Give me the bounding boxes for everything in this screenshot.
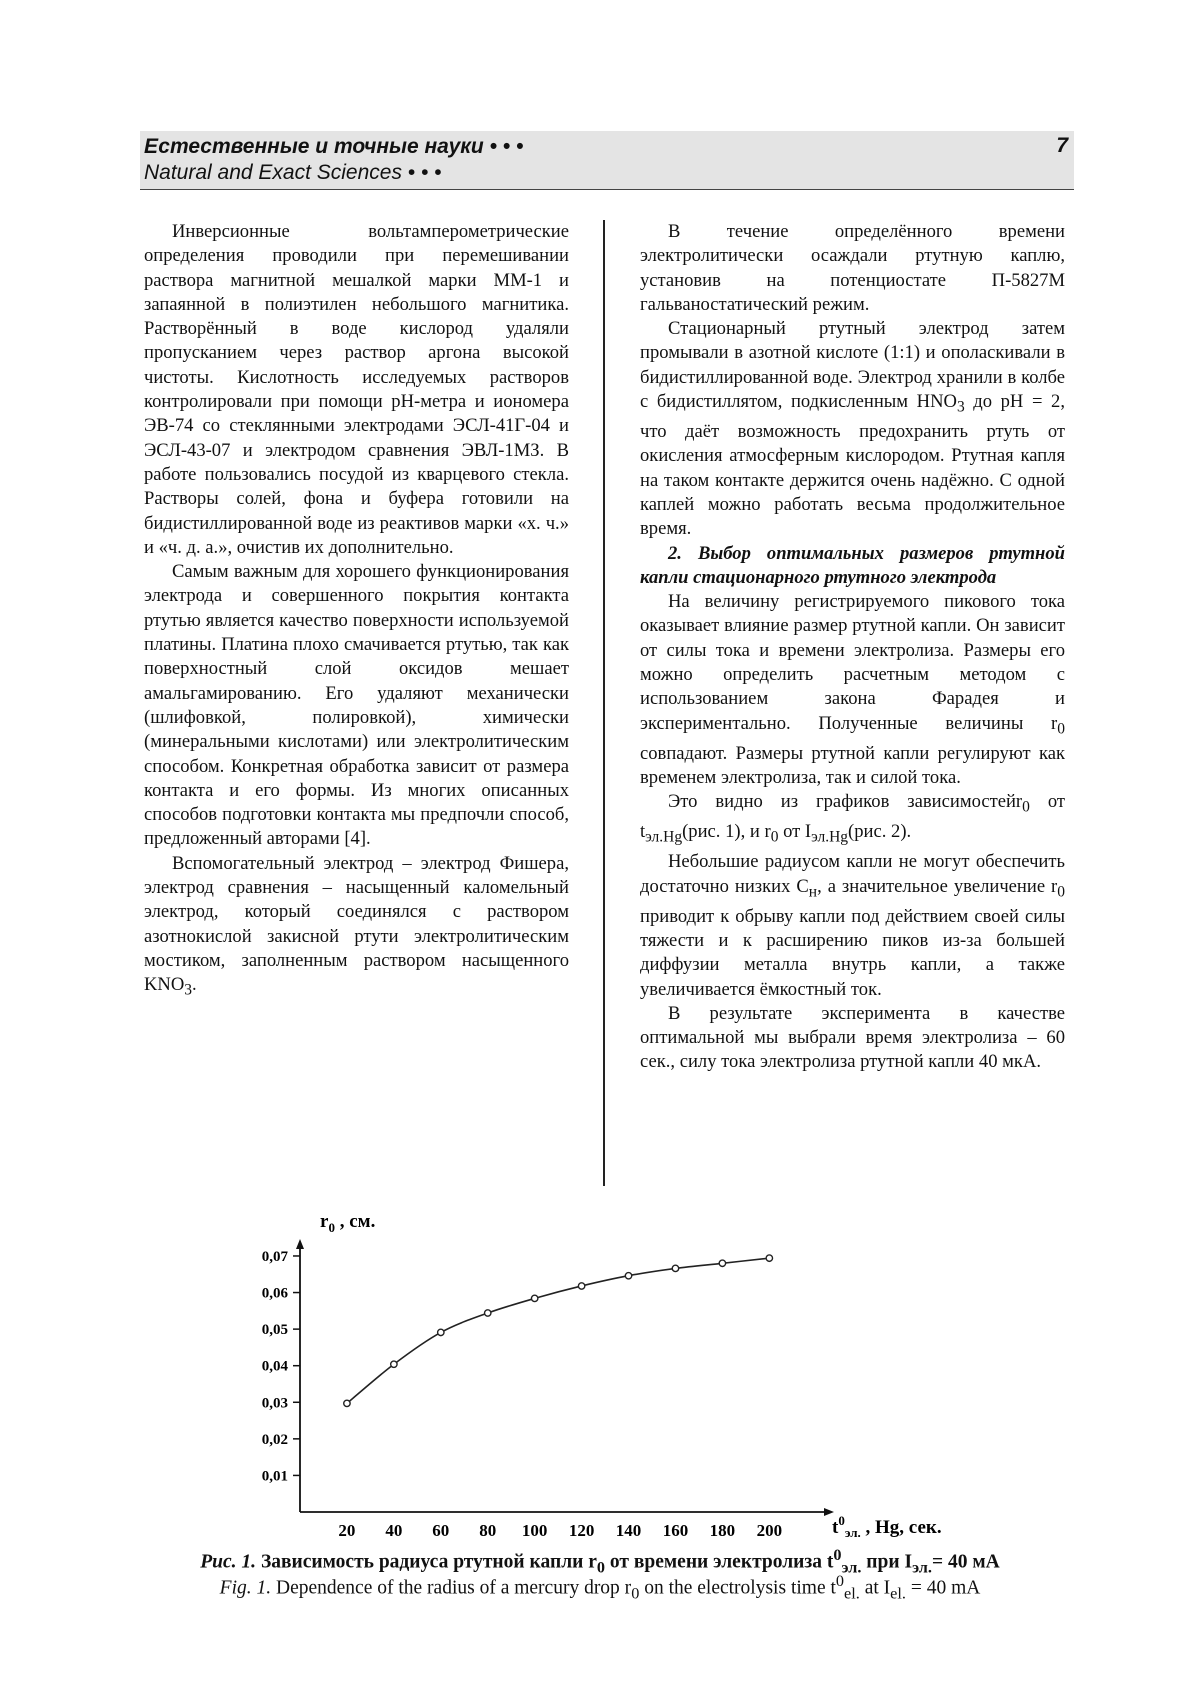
data-point	[531, 1295, 537, 1301]
data-point	[578, 1283, 584, 1289]
paragraph: Инверсионные вольтамперометрические определения проводили при перемешивании раствора магнитной мешалкой марки ММ-1 и запаянной в полиэтилен небольшого магнитика. Растворённый в воде кислород удаляли пропусканием через раствор аргона высокой чистоты. Кислотность исследуемых растворов контролировали при помощи pH-метра и иономера ЭВ-74 со стеклянными электродами ЭСЛ-41Г-04 и ЭСЛ-43-07 и электродом сравнения ЭВЛ-1МЗ. В работе пользовались посудой из кварцевого стекла. Растворы солей, фона и буфера готовили на бидистиллированной воде из реактивов марки «х. ч.» и «ч. д. а.», очистив их дополнительно.	[144, 221, 569, 558]
x-axis-arrow	[824, 1508, 834, 1516]
x-axis-label: $t^0_{эл.}$ , Hg, сек.	[832, 1513, 942, 1540]
paragraph: Небольшие радиусом капли не могут обеспечить достаточно низких $С_н$, а значительное увеличение $r_0$ приводит к обрыву капли под действием своей силы тяжести и к расширению пиков из-за большей диффузии металла внутрь капли, а также увеличивается ёмкостный ток.	[640, 851, 1065, 1000]
y-axis-label: $r_0$ , см.	[320, 1211, 376, 1235]
x-tick-label: 80	[479, 1521, 497, 1540]
y-tick-label: 0,05	[261, 1322, 288, 1339]
left-column	[144, 220, 569, 1003]
x-tick-label: 180	[709, 1521, 736, 1540]
data-point	[438, 1329, 444, 1335]
y-tick-label: 0,02	[261, 1431, 288, 1448]
fit-curve	[347, 1258, 769, 1403]
paragraph: В течение определённого времени электролитически осаждали ртутную каплю, установив на потенциостате П-5827М гальваностатический режим.	[640, 221, 1065, 315]
y-tick-label: 0,01	[261, 1468, 288, 1485]
x-tick-label: 60	[432, 1521, 450, 1540]
running-header	[140, 131, 1074, 190]
paragraph: Вспомогательный электрод – электрод Фишера, электрод сравнения – насыщенный каломельный электрод, который соединялся с раствором азотнокислой закисной ртути электролитическим мостиком, заполненным раствором насыщенного $KNO_3$.	[144, 852, 569, 999]
paragraph: На величину регистрируемого пикового тока оказывает влияние размер ртутной капли. Он зависит от силы тока и времени электролиза. Размеры его можно определить расчетным методом с использованием закона Фарадея и экспериментально. Полученные величины $r_0$ совпадают. Размеры ртутной капли регулируют как временем электролиза, так и силой тока.	[640, 591, 1065, 788]
journal-title-en: Natural and Exact Sciences • • •	[144, 161, 442, 184]
x-tick-label: 120	[568, 1521, 595, 1540]
x-tick-label: 160	[662, 1521, 689, 1540]
data-point	[766, 1255, 772, 1261]
paragraph: Стационарный ртутный электрод затем промывали в азотной кислоте (1:1) и ополаскивали в бидистиллированной воде. Электрод хранили в колбе с бидистиллятом, подкисленным $HNO_3$ до pH = 2, что даёт возможность предохранить ртуть от окисления атмосферным кислородом. Ртутная капля на таком контакте держится очень надёжно. С одной каплей можно работать весьма продолжительное время.	[640, 318, 1065, 540]
paragraph: Это видно из графиков зависимостейr$_0$ от $t_{эл.Hg}(рис$. 1), и $r_0$ от $I_{эл.Hg}(рис$. 2).	[640, 791, 1065, 846]
radius-vs-time-chart	[238, 1205, 970, 1540]
x-tick-label: 200	[756, 1521, 783, 1540]
journal-title-ru: Естественные и точные науки • • •	[144, 135, 524, 158]
y-tick-label: 0,04	[261, 1358, 288, 1375]
data-point	[625, 1273, 631, 1279]
y-tick-label: 0,07	[261, 1248, 288, 1265]
y-axis-arrow	[296, 1239, 304, 1249]
y-ticks	[262, 1249, 300, 1484]
section-heading: 2. Выбор оптимальных размеров ртутной капли стационарного ртутного электрода	[640, 542, 1065, 588]
y-tick-label: 0,06	[261, 1285, 288, 1302]
data-point	[672, 1265, 678, 1271]
page-number: 7	[1056, 134, 1068, 157]
paragraph: Самым важным для хорошего функционирования электрода и совершенного покрытия контакта ртутью является качество поверхности используемой платины. Платина плохо смачивается ртутью, так как поверхностный слой оксидов мешает амальгамированию. Его удаляют механически (шлифовкой, полировкой), химически (минеральными кислотами) или электролитическим способом. Конкретная обработка зависит от размера контакта и его формы. Из многих описанных способов подготовки контакта мы предпочли способ, предложенный авторами [4].	[144, 561, 569, 850]
x-tick-label: 140	[615, 1521, 642, 1540]
data-point	[719, 1260, 725, 1266]
y-tick-label: 0,03	[261, 1395, 288, 1412]
paragraph: В результате эксперимента в качестве оптимальной мы выбрали время электролиза – 60 сек., силу тока электролиза ртутной капли 40 мкА.	[640, 1002, 1065, 1073]
column-divider	[603, 220, 605, 1186]
figure-caption-en: Fig. 1. Dependence of the radius of a mercury drop $r_0$ on the electrolysis time $t^0_{el.}$ at $I_{el.} = 40$ mA	[219, 1572, 981, 1603]
x-tick-label: 100	[521, 1521, 548, 1540]
data-point	[344, 1400, 350, 1406]
right-column	[640, 220, 1065, 1075]
figure-caption-ru: Рис. 1. Зависимость радиуса ртутной капли $r_0$ от времени электролиза $t^0_{эл.}$ при $I_{эл.}= 40$ мА	[200, 1546, 1000, 1577]
data-point	[485, 1310, 491, 1316]
data-points	[344, 1255, 773, 1407]
x-tick-label: 40	[385, 1521, 403, 1540]
x-tick-label: 20	[338, 1521, 356, 1540]
x-ticks	[338, 1521, 782, 1540]
data-point	[391, 1361, 397, 1367]
